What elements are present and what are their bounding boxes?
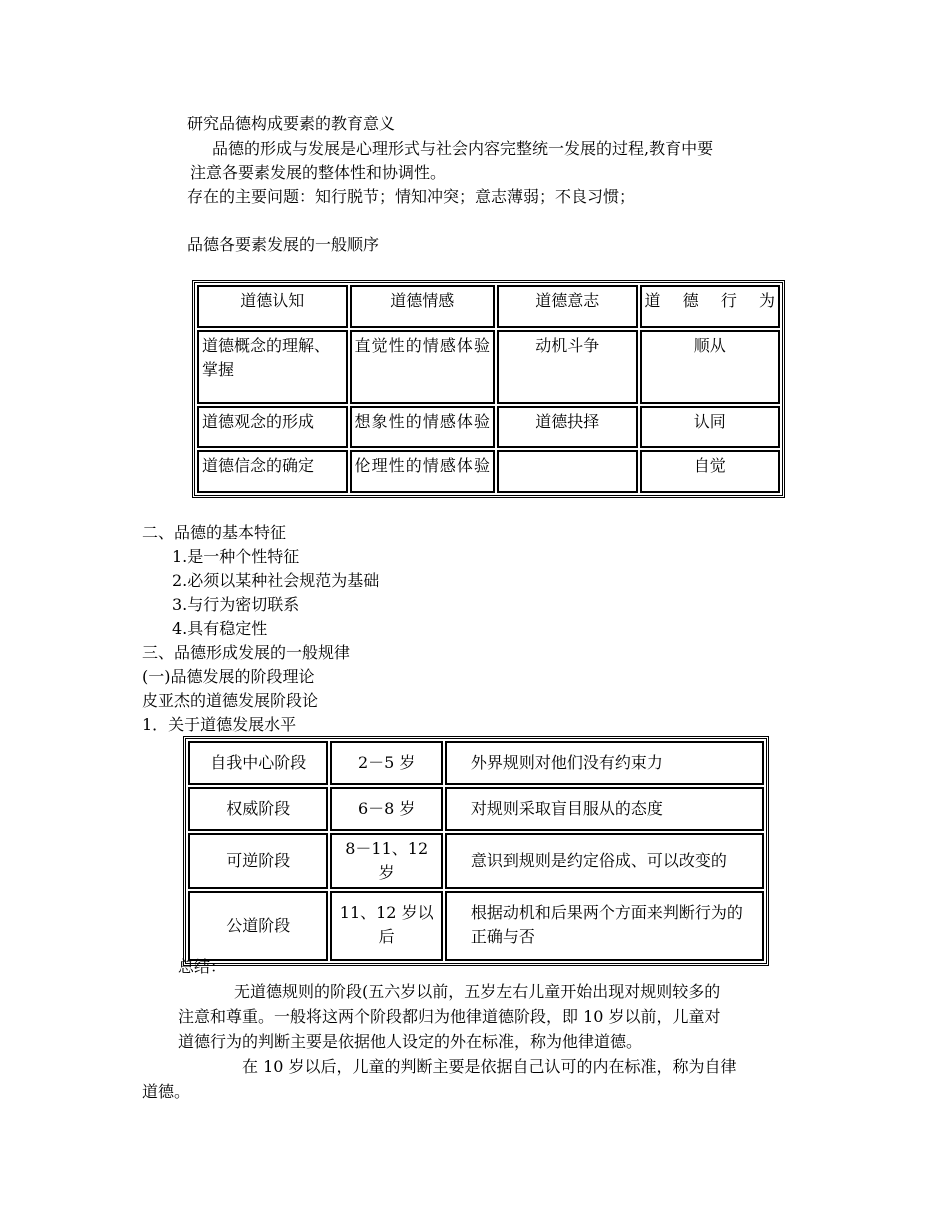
table-row [188, 833, 764, 889]
table-cell: 认同 [640, 406, 781, 449]
table-header-cell: 道德认知 [197, 285, 348, 328]
paragraph-line: 在 10 岁以后，儿童的判断主要是依据自己认可的内在标准，称为自律 [242, 1057, 737, 1076]
table-cell: 意识到规则是约定俗成、可以改变的 [445, 833, 764, 889]
subsection-title: 1．关于道德发展水平 [142, 715, 297, 734]
table-cell: 2－5 岁 [330, 741, 442, 785]
paragraph-line: 注意各要素发展的整体性和协调性。 [190, 163, 447, 182]
table-header-cell: 道德意志 [497, 285, 637, 328]
table-row [197, 406, 780, 449]
table-row [197, 330, 780, 404]
summary-label: 总结： [178, 957, 227, 976]
table-cell: 道德概念的理解、掌握 [197, 330, 348, 404]
table-cell: 8－11、12岁 [330, 833, 442, 889]
piaget-stages-table [183, 736, 769, 966]
table-cell: 道德信念的确定 [197, 450, 348, 493]
table-cell [497, 450, 637, 493]
table-cell: 外界规则对他们没有约束力 [445, 741, 764, 785]
table-row [197, 450, 780, 493]
paragraph-line: 无道德规则的阶段(五六岁以前，五岁左右儿童开始出现对规则较多的 [234, 982, 721, 1001]
table-cell: 道德抉择 [497, 406, 637, 449]
table-cell: 公道阶段 [188, 891, 328, 961]
moral-elements-table [192, 280, 785, 498]
table-cell: 6－8 岁 [330, 787, 442, 831]
table-header-cell: 道德情感 [350, 285, 496, 328]
list-item: 2.必须以某种社会规范为基础 [172, 571, 380, 590]
paragraph-line: 道德。 [142, 1082, 191, 1101]
table-cell: 想象性的情感体验 [350, 406, 496, 449]
table-header-row [197, 285, 780, 328]
main-problems-text: 存在的主要问题：知行脱节；情知冲突；意志薄弱；不良习惯； [187, 187, 636, 206]
subsection-title: 皮亚杰的道德发展阶段论 [142, 691, 319, 710]
section-title-laws: 三、品德形成发展的一般规律 [142, 643, 351, 662]
list-item: 1.是一种个性特征 [172, 547, 300, 566]
table-cell: 直觉性的情感体验 [350, 330, 496, 404]
table-cell: 伦理性的情感体验 [350, 450, 496, 493]
table-header-cell: 道 德 行 为 [640, 285, 781, 328]
table-cell: 对规则采取盲目服从的态度 [445, 787, 764, 831]
paragraph-line: 道德行为的判断主要是依据他人设定的外在标准，称为他律道德。 [178, 1032, 643, 1051]
table-row [188, 741, 764, 785]
table-cell: 道德观念的形成 [197, 406, 348, 449]
order-title: 品德各要素发展的一般顺序 [187, 235, 380, 254]
table-row [188, 787, 764, 831]
subsection-title: (一)品德发展的阶段理论 [142, 667, 315, 686]
section-title-education-meaning: 研究品德构成要素的教育意义 [187, 114, 396, 133]
table-cell: 权威阶段 [188, 787, 328, 831]
table-cell: 11、12 岁以后 [330, 891, 442, 961]
paragraph-line: 品德的形成与发展是心理形式与社会内容完整统一发展的过程,教育中要 [212, 139, 714, 158]
table-cell: 顺从 [640, 330, 781, 404]
table-cell: 自我中心阶段 [188, 741, 328, 785]
table-cell: 自觉 [640, 450, 781, 493]
table-cell: 动机斗争 [497, 330, 637, 404]
paragraph-line: 注意和尊重。一般将这两个阶段都归为他律道德阶段，即 10 岁以前，儿童对 [178, 1007, 721, 1026]
list-item: 4.具有稳定性 [172, 619, 268, 638]
table-row [188, 891, 764, 961]
table-cell: 根据动机和后果两个方面来判断行为的正确与否 [445, 891, 764, 961]
section-title-features: 二、品德的基本特征 [142, 523, 287, 542]
list-item: 3.与行为密切联系 [172, 595, 300, 614]
table-cell: 可逆阶段 [188, 833, 328, 889]
